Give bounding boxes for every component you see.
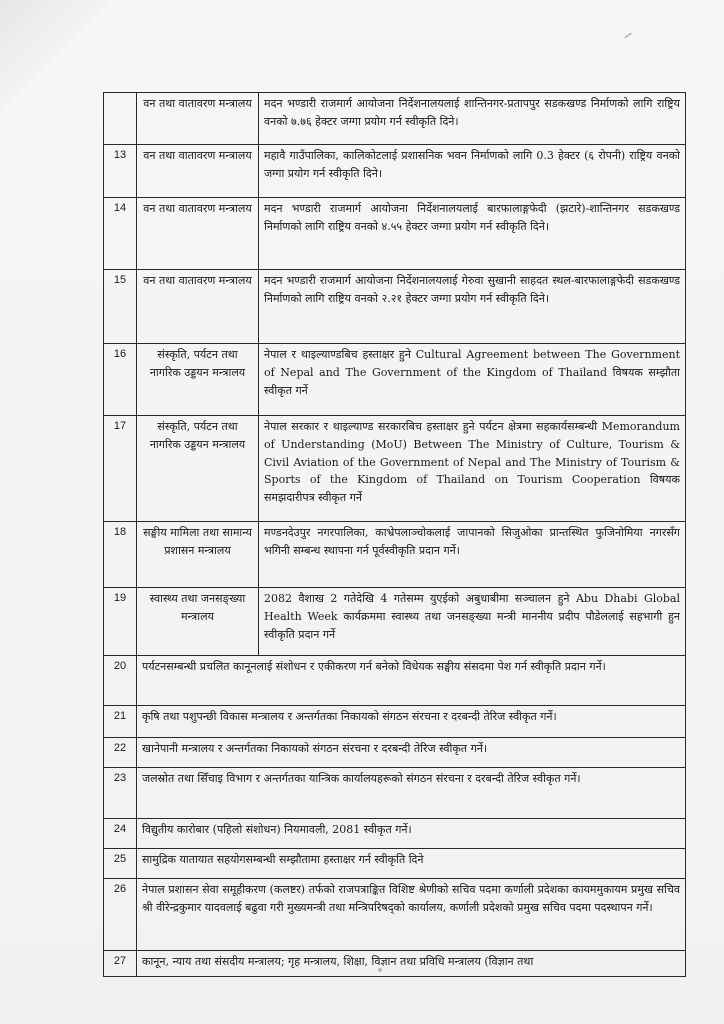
- decision-cell: कानून, न्याय तथा संसदीय मन्त्रालय; गृह मन्त्रालय, शिक्षा, विज्ञान तथा प्रविधि मन्त्रालय (विज्ञान तथा: [137, 951, 686, 977]
- table-row: [104, 849, 686, 879]
- table-row: [104, 768, 686, 819]
- pen-mark: [624, 33, 631, 38]
- ministry-cell: वन तथा वातावरण मन्त्रालय: [137, 270, 259, 344]
- row-number: 23: [104, 768, 137, 819]
- table-row: [104, 145, 686, 198]
- ministry-cell: स्वास्थ्य तथा जनसङ्ख्या मन्त्रालय: [137, 588, 259, 656]
- row-number: 27: [104, 951, 137, 977]
- decisions-table: [103, 92, 686, 977]
- decision-cell: नेपाल र थाइल्याण्डबिच हस्ताक्षर हुने Cultural Agreement between The Government of Nepal and The Government of the Kingdom of Thailand विषयक सम्झौता स्वीकृत गर्ने: [259, 344, 686, 416]
- decision-cell: मदन भण्डारी राजमार्ग आयोजना निर्देशनालयलाई बारफालाङ्गफेदी (झटारे)-शान्तिनगर सडकखण्ड निर्माणको लागि राष्ट्रिय वनको ४.५५ हेक्टर जग्गा प्रयोग गर्न स्वीकृति दिने।: [259, 198, 686, 270]
- ministry-cell: सङ्घीय मामिला तथा सामान्य प्रशासन मन्त्रालय: [137, 522, 259, 588]
- ministry-cell: वन तथा वातावरण मन्त्रालय: [137, 198, 259, 270]
- table-row: [104, 656, 686, 706]
- ministry-cell: संस्कृति, पर्यटन तथा नागरिक उड्डयन मन्त्रालय: [137, 344, 259, 416]
- decision-cell: सामुद्रिक यातायात सहयोगसम्बन्धी सम्झौतामा हस्ताक्षर गर्न स्वीकृति दिने: [137, 849, 686, 879]
- table-row: [104, 588, 686, 656]
- scan-speck: [378, 968, 382, 972]
- row-number: 20: [104, 656, 137, 706]
- table-row: [104, 706, 686, 738]
- row-number: 15: [104, 270, 137, 344]
- table-row: [104, 270, 686, 344]
- decision-cell: नेपाल प्रशासन सेवा समूहीकरण (कलष्टर) तर्फको राजपत्राङ्कित विशिष्ट श्रेणीको सचिव पदमा कर्णाली प्रदेशका कायममुकायम प्रमुख सचिव श्री वीरेन्द्रकुमार यादवलाई बढुवा गरी मुख्यमन्त्री तथा मन्त्रिपरिषद्को कार्यालय, कर्णाली प्रदेशको प्रमुख सचिव पदमा पदस्थापन गर्ने।: [137, 879, 686, 951]
- decision-cell: विद्युतीय कारोबार (पहिलो संशोधन) नियमावली, 2081 स्वीकृत गर्ने।: [137, 819, 686, 849]
- decision-cell: मदन भण्डारी राजमार्ग आयोजना निर्देशनालयलाई गेरुवा सुखानी साहदत स्थल-बारफालाङ्गफेदी सडकखण्ड निर्माणको लागि राष्ट्रिय वनको २.२१ हेक्टर जग्गा प्रयोग गर्न स्वीकृति दिने।: [259, 270, 686, 344]
- table-row: [104, 93, 686, 145]
- table-row: [104, 344, 686, 416]
- ministry-cell: वन तथा वातावरण मन्त्रालय: [137, 93, 259, 145]
- decision-cell: खानेपानी मन्त्रालय र अन्तर्गतका निकायको संगठन संरचना र दरबन्दी तेरिज स्वीकृत गर्ने।: [137, 738, 686, 768]
- row-number: 17: [104, 416, 137, 522]
- row-number: 24: [104, 819, 137, 849]
- row-number: 13: [104, 145, 137, 198]
- decision-cell: 2082 वैशाख 2 गतेदेखि 4 गतेसम्म युएईको अबुधाबीमा सञ्चालन हुने Abu Dhabi Global Health Week कार्यक्रममा स्वास्थ्य तथा जनसङ्ख्या मन्त्री माननीय प्रदीप पौडेललाई सहभागी हुन स्वीकृति प्रदान गर्ने: [259, 588, 686, 656]
- decision-cell: मदन भण्डारी राजमार्ग आयोजना निर्देशनालयलाई शान्तिनगर-प्रतापपुर सडकखण्ड निर्माणको लागि राष्ट्रिय वनको ७.७६ हेक्टर जग्गा प्रयोग गर्न स्वीकृति दिने।: [259, 93, 686, 145]
- row-number: 19: [104, 588, 137, 656]
- row-number: 25: [104, 849, 137, 879]
- table-row: [104, 879, 686, 951]
- decision-cell: मण्डनदेउपुर नगरपालिका, काभ्रेपलाञ्चोकलाई जापानको सिजुओका प्रान्तस्थित फुजिनोमिया नगरसँग भगिनी सम्बन्ध स्थापना गर्न पूर्वस्वीकृति प्रदान गर्ने।: [259, 522, 686, 588]
- ministry-cell: वन तथा वातावरण मन्त्रालय: [137, 145, 259, 198]
- table-row: [104, 198, 686, 270]
- decision-cell: महावै गाउँपालिका, कालिकोटलाई प्रशासनिक भवन निर्माणको लागि 0.3 हेक्टर (६ रोपनी) राष्ट्रिय वनको जग्गा प्रयोग गर्न स्वीकृति दिने।: [259, 145, 686, 198]
- row-number: 22: [104, 738, 137, 768]
- row-number: [104, 93, 137, 145]
- table-row: [104, 951, 686, 977]
- table-row: [104, 819, 686, 849]
- table-row: [104, 738, 686, 768]
- table-row: [104, 522, 686, 588]
- decision-cell: जलस्रोत तथा सिँचाइ विभाग र अन्तर्गतका यान्त्रिक कार्यालयहरूको संगठन संरचना र दरबन्दी तेरिज स्वीकृत गर्ने।: [137, 768, 686, 819]
- row-number: 21: [104, 706, 137, 738]
- row-number: 16: [104, 344, 137, 416]
- decision-cell: नेपाल सरकार र थाइल्याण्ड सरकारबिच हस्ताक्षर हुने पर्यटन क्षेत्रमा सहकार्यसम्बन्धी Memorandum of Understanding (MoU) Between The Ministry of Culture, Tourism & Civil Aviation of the Government of Nepal and The Ministry of Tourism & Sports of the Kingdom of Thailand on Tourism Cooperation विषयक समझदारीपत्र स्वीकृत गर्ने: [259, 416, 686, 522]
- ministry-cell: संस्कृति, पर्यटन तथा नागरिक उड्डयन मन्त्रालय: [137, 416, 259, 522]
- row-number: 14: [104, 198, 137, 270]
- row-number: 18: [104, 522, 137, 588]
- decision-cell: कृषि तथा पशुपन्छी विकास मन्त्रालय र अन्तर्गतका निकायको संगठन संरचना र दरबन्दी तेरिज स्वीकृत गर्ने।: [137, 706, 686, 738]
- decision-cell: पर्यटनसम्बन्धी प्रचलित कानूनलाई संशोधन र एकीकरण गर्न बनेको विधेयक सङ्घीय संसदमा पेश गर्न स्वीकृति प्रदान गर्ने।: [137, 656, 686, 706]
- row-number: 26: [104, 879, 137, 951]
- page-fold-shadow: [0, 0, 110, 110]
- table-row: [104, 416, 686, 522]
